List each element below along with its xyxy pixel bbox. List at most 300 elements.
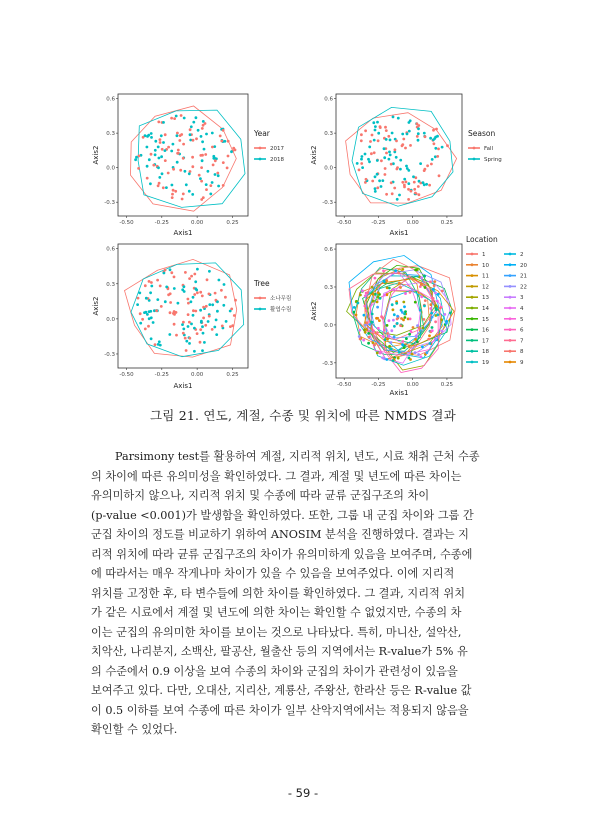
data-point — [170, 271, 173, 274]
legend-item — [504, 252, 524, 258]
data-point — [172, 189, 175, 192]
data-point — [423, 305, 426, 308]
data-point — [200, 135, 203, 138]
data-point — [197, 129, 200, 132]
legend-item — [466, 338, 489, 344]
data-point — [363, 314, 366, 317]
data-point — [162, 121, 165, 124]
data-point — [427, 338, 430, 341]
data-point — [184, 271, 187, 274]
data-point — [361, 155, 364, 158]
legend-label: 3 — [520, 295, 524, 302]
data-point — [430, 312, 433, 315]
data-point — [162, 141, 165, 144]
data-point — [419, 309, 422, 312]
data-point — [390, 163, 393, 166]
data-point — [159, 138, 162, 141]
data-point — [155, 309, 158, 312]
data-point — [414, 269, 417, 272]
data-point — [182, 143, 185, 146]
data-point — [148, 158, 151, 161]
data-point — [188, 337, 191, 340]
legend-dot — [471, 263, 474, 266]
data-point — [420, 276, 423, 279]
data-point — [368, 160, 371, 163]
data-point — [216, 172, 219, 175]
x-tick-label: 0.00 — [191, 372, 204, 378]
data-point — [367, 332, 370, 335]
data-point — [201, 325, 204, 328]
data-point — [152, 321, 155, 324]
data-point — [395, 156, 398, 159]
data-point — [383, 294, 386, 297]
legend-item — [504, 349, 524, 355]
data-point — [425, 183, 428, 186]
data-point — [199, 328, 202, 331]
data-point — [169, 292, 172, 295]
data-point — [413, 188, 416, 191]
data-point — [379, 125, 382, 128]
y-tick-label: -0.3 — [322, 200, 333, 207]
data-point — [409, 291, 412, 294]
data-point — [192, 314, 195, 317]
data-point — [374, 187, 377, 190]
legend-dot — [471, 274, 474, 277]
data-point — [171, 193, 174, 196]
data-point — [187, 313, 190, 316]
data-point — [404, 316, 407, 319]
data-point — [150, 136, 153, 139]
data-point — [394, 148, 397, 151]
legend-label: 9 — [520, 360, 524, 366]
data-point — [182, 321, 185, 324]
data-point — [393, 187, 396, 190]
data-point — [144, 284, 147, 287]
data-point — [419, 162, 422, 165]
data-point — [403, 178, 406, 181]
data-point — [401, 133, 404, 136]
data-point — [200, 180, 203, 183]
data-point — [396, 166, 399, 169]
data-point — [438, 174, 441, 177]
x-axis-title: Axis1 — [389, 229, 409, 237]
data-point — [386, 286, 389, 289]
y-tick-label: 0.6 — [106, 96, 115, 103]
data-point — [194, 310, 197, 313]
data-point — [189, 128, 192, 131]
data-point — [424, 299, 427, 302]
legend-item — [254, 305, 291, 313]
y-tick-label: -0.3 — [322, 360, 333, 367]
data-point — [401, 144, 404, 147]
data-point — [381, 357, 384, 360]
data-point — [402, 301, 405, 304]
data-point — [376, 186, 379, 189]
data-point — [360, 133, 363, 136]
paragraph-line: 치악산, 나리분지, 소백산, 팔공산, 월출산 등의 지역에서는 R-value가 5% 유 — [91, 645, 468, 658]
data-point — [391, 303, 394, 306]
data-point — [193, 327, 196, 330]
data-point — [193, 350, 196, 353]
x-axis-title: Axis1 — [389, 389, 409, 397]
data-point — [397, 357, 400, 360]
plot-area — [336, 94, 462, 216]
data-point — [161, 172, 164, 175]
legend-dot — [259, 308, 262, 311]
data-point — [391, 132, 394, 135]
data-point — [179, 134, 182, 137]
data-point — [383, 329, 386, 332]
nmds-tree-chart — [88, 238, 328, 392]
data-point — [208, 303, 211, 306]
data-point — [373, 344, 376, 347]
data-point — [380, 159, 383, 162]
legend-label: 6 — [520, 327, 524, 334]
data-point — [437, 148, 440, 151]
data-point — [150, 281, 153, 284]
data-point — [364, 305, 367, 308]
legend-dot — [509, 263, 512, 266]
data-point — [384, 173, 387, 176]
data-point — [364, 324, 367, 327]
data-point — [406, 167, 409, 170]
data-point — [176, 134, 179, 137]
legend-dot — [259, 147, 262, 150]
data-point — [189, 133, 192, 136]
data-point — [434, 147, 437, 150]
legend-item — [504, 274, 527, 280]
x-tick-label: -0.25 — [371, 382, 386, 388]
data-point — [158, 182, 161, 185]
legend-title: Location — [466, 235, 498, 244]
data-point — [180, 114, 183, 117]
data-point — [203, 341, 206, 344]
data-point — [225, 320, 228, 323]
legend-label: 2018 — [270, 157, 284, 163]
data-point — [170, 117, 173, 120]
data-point — [149, 182, 152, 185]
data-point — [441, 290, 444, 293]
paragraph-line: (p-value <0.001)가 발생함을 확인하였다. 또한, 그룹 내 군집 차이와 그룹 간 — [91, 508, 474, 522]
legend-dot — [509, 253, 512, 256]
data-point — [420, 295, 423, 298]
data-point — [392, 116, 395, 119]
x-ticks — [337, 216, 453, 226]
y-tick-label: 0.0 — [324, 322, 333, 329]
data-point — [401, 181, 404, 184]
data-point — [215, 333, 218, 336]
data-point — [159, 141, 162, 144]
data-point — [393, 336, 396, 339]
data-point — [220, 140, 223, 143]
data-point — [200, 198, 203, 201]
data-point — [175, 311, 178, 314]
data-point — [417, 127, 420, 130]
data-point — [220, 289, 223, 292]
paragraph-line: 리적 위치에 따라 균류 군집구조의 차이가 유의미하게 있음을 보여주며, 수종에 — [91, 547, 473, 561]
data-point — [391, 192, 394, 195]
data-point — [420, 283, 423, 286]
data-point — [211, 132, 214, 135]
data-point — [134, 158, 137, 161]
data-point — [436, 155, 439, 158]
data-point — [411, 289, 414, 292]
data-point — [211, 181, 214, 184]
data-point — [434, 304, 437, 307]
data-point — [417, 124, 420, 127]
y-axis-title: Axis2 — [310, 301, 318, 321]
data-point — [365, 178, 368, 181]
data-point — [408, 345, 411, 348]
data-point — [146, 165, 149, 168]
data-point — [428, 334, 431, 337]
data-point — [177, 302, 180, 305]
data-point — [376, 331, 379, 334]
data-point — [398, 194, 401, 197]
data-point — [372, 341, 375, 344]
paragraph-line: 의 수준에서 0.9 이상을 보여 수종의 차이와 군집의 차이가 관련성이 있음을 — [91, 664, 458, 678]
data-point — [407, 198, 410, 201]
legend-item — [254, 146, 284, 152]
body-paragraph — [91, 447, 516, 740]
data-point — [183, 285, 186, 288]
data-point — [434, 320, 437, 323]
nmds-location-svg — [310, 235, 550, 397]
data-point — [385, 138, 388, 141]
data-point — [159, 344, 162, 347]
data-point — [388, 158, 391, 161]
data-point — [234, 299, 237, 302]
data-point — [179, 169, 182, 172]
data-point — [371, 321, 374, 324]
data-point — [178, 139, 181, 142]
data-point — [158, 157, 161, 160]
y-tick-label: 0.6 — [106, 246, 115, 253]
data-point — [192, 121, 195, 124]
legend-dot — [259, 158, 262, 161]
x-tick-label: 0.25 — [440, 382, 454, 388]
data-point — [158, 340, 161, 343]
data-point — [233, 314, 236, 317]
data-point — [156, 279, 159, 282]
legend-label: 1 — [482, 252, 486, 258]
data-point — [188, 277, 191, 280]
y-axis-title: Axis2 — [92, 296, 100, 316]
data-point — [173, 117, 176, 120]
data-point — [382, 269, 385, 272]
data-point — [386, 332, 389, 335]
y-tick-label: 0.3 — [106, 281, 115, 288]
data-point — [390, 341, 393, 344]
data-point — [163, 272, 166, 275]
data-point — [201, 140, 204, 143]
data-point — [434, 136, 437, 139]
data-point — [435, 128, 438, 131]
legend-label: 20 — [520, 262, 527, 269]
data-point — [378, 179, 381, 182]
paragraph-line: 가 같은 시료에서 계절 및 년도에 의한 차이는 확인할 수 없었지만, 수종의 차 — [91, 606, 462, 619]
data-point — [162, 186, 165, 189]
data-point — [230, 150, 233, 153]
legend-dot — [471, 350, 474, 353]
data-point — [203, 148, 206, 151]
data-point — [409, 318, 412, 321]
data-point — [392, 308, 395, 311]
data-point — [199, 177, 202, 180]
legend-dot — [471, 307, 474, 310]
data-point — [185, 349, 188, 352]
data-point — [184, 170, 187, 173]
y-tick-label: 0.3 — [106, 131, 115, 138]
data-point — [182, 193, 185, 196]
legend-item — [466, 284, 489, 290]
data-point — [175, 115, 178, 118]
data-point — [205, 133, 208, 136]
data-point — [398, 351, 401, 354]
data-point — [222, 184, 225, 187]
data-point — [366, 321, 369, 324]
legend-label: 5 — [520, 316, 524, 323]
data-point — [192, 296, 195, 299]
data-point — [443, 313, 446, 316]
data-point — [413, 181, 416, 184]
legend-dot — [509, 361, 512, 364]
data-point — [423, 318, 426, 321]
data-point — [379, 352, 382, 355]
data-point — [191, 193, 194, 196]
data-point — [431, 158, 434, 161]
data-point — [374, 277, 377, 280]
data-point — [150, 337, 153, 340]
paragraph-line: 이 0.5 이하를 보여 수종에 따른 차이가 일부 산악지역에서는 적용되지 않음을 — [91, 703, 469, 717]
data-point — [405, 181, 408, 184]
data-point — [352, 311, 355, 314]
data-point — [207, 320, 210, 323]
legend-dot — [471, 285, 474, 288]
legend-label: 19 — [482, 360, 489, 366]
data-point — [374, 125, 377, 128]
data-point — [428, 184, 431, 187]
data-point — [139, 312, 142, 315]
data-point — [206, 278, 209, 281]
data-point — [357, 302, 360, 305]
data-point — [150, 153, 153, 156]
legend-title: Season — [468, 129, 496, 138]
data-point — [374, 175, 377, 178]
data-point — [156, 298, 159, 301]
data-point — [234, 149, 237, 152]
data-point — [173, 276, 176, 279]
legend-item — [466, 295, 489, 301]
legend-item — [466, 360, 489, 366]
paragraph-line: 의 차이에 따른 유의미성을 확인하였다. 그 결과, 계절 및 년도에 따른 차이는 — [91, 469, 462, 483]
data-point — [383, 147, 386, 150]
data-point — [183, 117, 186, 120]
data-point — [432, 288, 435, 291]
data-point — [398, 282, 401, 285]
data-point — [431, 316, 434, 319]
data-point — [441, 146, 444, 149]
legend-dot — [471, 328, 474, 331]
data-point — [389, 154, 392, 157]
data-point — [402, 340, 405, 343]
data-point — [141, 318, 144, 321]
data-point — [216, 310, 219, 313]
data-point — [376, 121, 379, 124]
data-point — [436, 300, 439, 303]
data-point — [439, 307, 442, 310]
data-point — [423, 275, 426, 278]
data-point — [368, 146, 371, 149]
data-point — [194, 280, 197, 283]
data-point — [362, 339, 365, 342]
data-point — [226, 167, 229, 170]
data-point — [199, 309, 202, 312]
legend-item — [468, 146, 494, 152]
data-point — [392, 319, 395, 322]
data-point — [185, 183, 188, 186]
paragraph-line: 보여주고 있다. 다만, 오대산, 지리산, 계룡산, 주왕산, 한라산 등은 R-value 값 — [91, 684, 472, 697]
data-point — [188, 172, 191, 175]
data-point — [433, 142, 436, 145]
data-point — [196, 268, 199, 271]
data-point — [202, 124, 205, 127]
data-point — [396, 318, 399, 321]
legend-label: 10 — [482, 262, 489, 269]
data-point — [158, 176, 161, 179]
data-point — [360, 162, 363, 165]
data-point — [373, 151, 376, 154]
data-point — [154, 140, 157, 143]
data-point — [414, 351, 417, 354]
legend-item — [504, 263, 527, 269]
legend-item — [466, 263, 489, 269]
data-point — [449, 312, 452, 315]
data-point — [181, 198, 184, 201]
data-point — [405, 337, 408, 340]
legend-label: 16 — [482, 327, 489, 334]
data-point — [157, 146, 160, 149]
data-point — [429, 342, 432, 345]
legend-item — [466, 317, 489, 323]
x-tick-label: 0.25 — [226, 220, 239, 226]
data-point — [399, 159, 402, 162]
data-point — [211, 328, 214, 331]
data-point — [375, 317, 378, 320]
data-point — [371, 286, 374, 289]
data-point — [150, 316, 153, 319]
data-point — [380, 315, 383, 318]
legend-dot — [473, 147, 476, 150]
data-point — [201, 127, 204, 130]
data-point — [215, 319, 218, 322]
data-point — [168, 333, 171, 336]
data-point — [363, 328, 366, 331]
data-point — [434, 292, 437, 295]
data-point — [441, 330, 444, 333]
data-point — [213, 326, 216, 329]
y-ticks — [104, 97, 118, 207]
data-point — [219, 135, 222, 138]
data-point — [147, 325, 150, 328]
data-point — [445, 322, 448, 325]
y-ticks — [104, 247, 118, 358]
data-point — [148, 280, 151, 283]
legend-item — [468, 157, 502, 163]
data-point — [221, 325, 224, 328]
data-point — [434, 338, 437, 341]
paragraph-line: Parsimony test를 활용하여 계절, 지리적 위치, 년도, 시료 채취 근처 수종 — [115, 450, 480, 463]
